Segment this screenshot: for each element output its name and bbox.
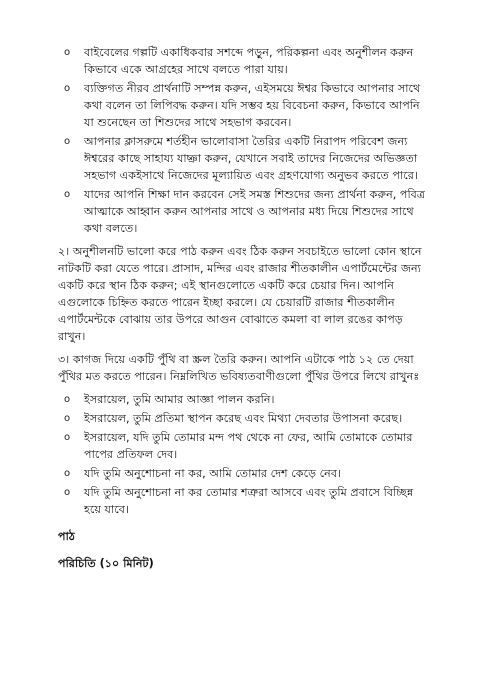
list-item-text: যদি তুমি অনুশোচনা না কর তোমার শত্রুরা আসবে এবং তুমি প্রবাসে বিচ্ছিন্ন হয়ে যাবে। <box>84 486 414 516</box>
list-item <box>64 429 429 463</box>
section-heading-intro: পরিচিতি (১০ মিনিট) <box>58 557 154 570</box>
list-item-text: ইসরায়েল, যদি তুমি তোমার মন্দ পথ থেকে না ফের, আমি তোমাকে তোমার পাপের প্রতিফল দেব। <box>84 431 413 461</box>
list-item <box>64 410 429 427</box>
bullet-marker: o <box>64 432 71 443</box>
bullet-marker: o <box>64 487 71 498</box>
list-item-text: ইসরায়েল, তুমি প্রতিমা স্থাপন করেছ এবং মিথ্যা দেবতার উপাসনা করেছ। <box>84 412 403 425</box>
bullet-marker: o <box>64 394 71 405</box>
list-item-text: ইসরায়েল, তুমি আমার আজ্ঞা পালন করনি। <box>84 393 275 406</box>
bullet-marker: o <box>64 413 71 424</box>
list-item <box>64 186 429 237</box>
list-item <box>64 391 429 408</box>
list-item-text: বাইবেলের গল্পটি একাধিকবার সশব্দে পড়ুন, পরিকল্পনা এবং অনুশীলন করুন কিভাবে একে আগ্রহের সাথে বলতে পারা যায়। <box>84 46 414 76</box>
prophecy-bullet-list <box>58 391 429 518</box>
bullet-marker: o <box>64 468 71 479</box>
paragraph-step-3: ৩। কাগজ দিয়ে একটি পুঁথি বা স্ক্রল তৈরি করুন। আপনি এটাকে পাঠ ১২ তে দেয়া পুঁথির মত করতে পারেন। নিম্নলিখিত ভবিষ্যতবাণীগুলো পুঁথির উপরে লিখে রাখুনঃ <box>58 353 420 383</box>
list-item-text: আপনার ক্লাসরুমে শর্তহীন ভালোবাসা তৈরির একটি নিরাপদ পরিবেশ জন্য ঈশ্বরের কাছে সাহায্য যাচ্ঞা করুন, যেখানে সবাই তাদের নিজেদের অভিজ্ঞতা সহভাগ একইসাথে নিজেদের মূল্যায়িত এবং গ্রহণযোগ্য অনুভব করতে পারে। <box>84 135 418 182</box>
bullet-marker: o <box>64 189 71 200</box>
bullet-marker: o <box>64 136 71 147</box>
prep-bullet-list <box>58 44 429 237</box>
list-item-text: ব্যক্তিগত নীরব প্রার্থনাটি সম্পন্ন করুন, এইসময়ে ঈশ্বর কিভাবে আপনার সাথে কথা বলেন তা লিপিবদ্ধ করুন। যদি সম্ভব হয় বিবেচনা করুন, কিভাবে আপনি যা শুনেছেন তা শিশুদের সাথে সহভাগ করবেন। <box>84 82 421 129</box>
list-item <box>64 465 429 482</box>
list-item <box>64 484 429 518</box>
paragraph-step-2: ২। অনুশীলনটি ভালো করে পাঠ করুন এবং ঠিক করুন সবচাইতে ভালো কোন স্থানে নাটকটি করা যেতে পারে। প্রাসাদ, মন্দির এবং রাজার শীতকালীন এপার্টমেন্টের জন্য একটি করে স্থান ঠিক করুন; এই স্থানগুলোতে একটি করে চেয়ার দিন। আপনি এগুলোকে চিহ্নিত করতে পারেন ইচ্ছা করলে। যে চেয়ারটি রাজার শীতকালীন এপার্টমেন্টকে বোঝায় তার উপরে আগুন বোঝাতে কমলা বা লাল রঙের কাপড় রাখুন। <box>58 245 422 343</box>
section-heading-lesson: পাঠ <box>58 530 75 543</box>
list-item <box>64 44 429 78</box>
bullet-marker: o <box>64 83 71 94</box>
bullet-marker: o <box>64 47 71 58</box>
list-item-text: যাদের আপনি শিক্ষা দান করবেন সেই সমস্ত শিশুদের জন্য প্রার্থনা করুন, পবিত্র আত্মাকে আহ্বান করুন আপনার সাথে ও আপনার মধ্য দিয়ে শিশুদের সাথে কথা বলতে। <box>84 188 426 235</box>
list-item-text: যদি তুমি অনুশোচনা না কর, আমি তোমার দেশ কেড়ে নেব। <box>84 467 342 480</box>
list-item <box>64 80 429 131</box>
list-item <box>64 133 429 184</box>
